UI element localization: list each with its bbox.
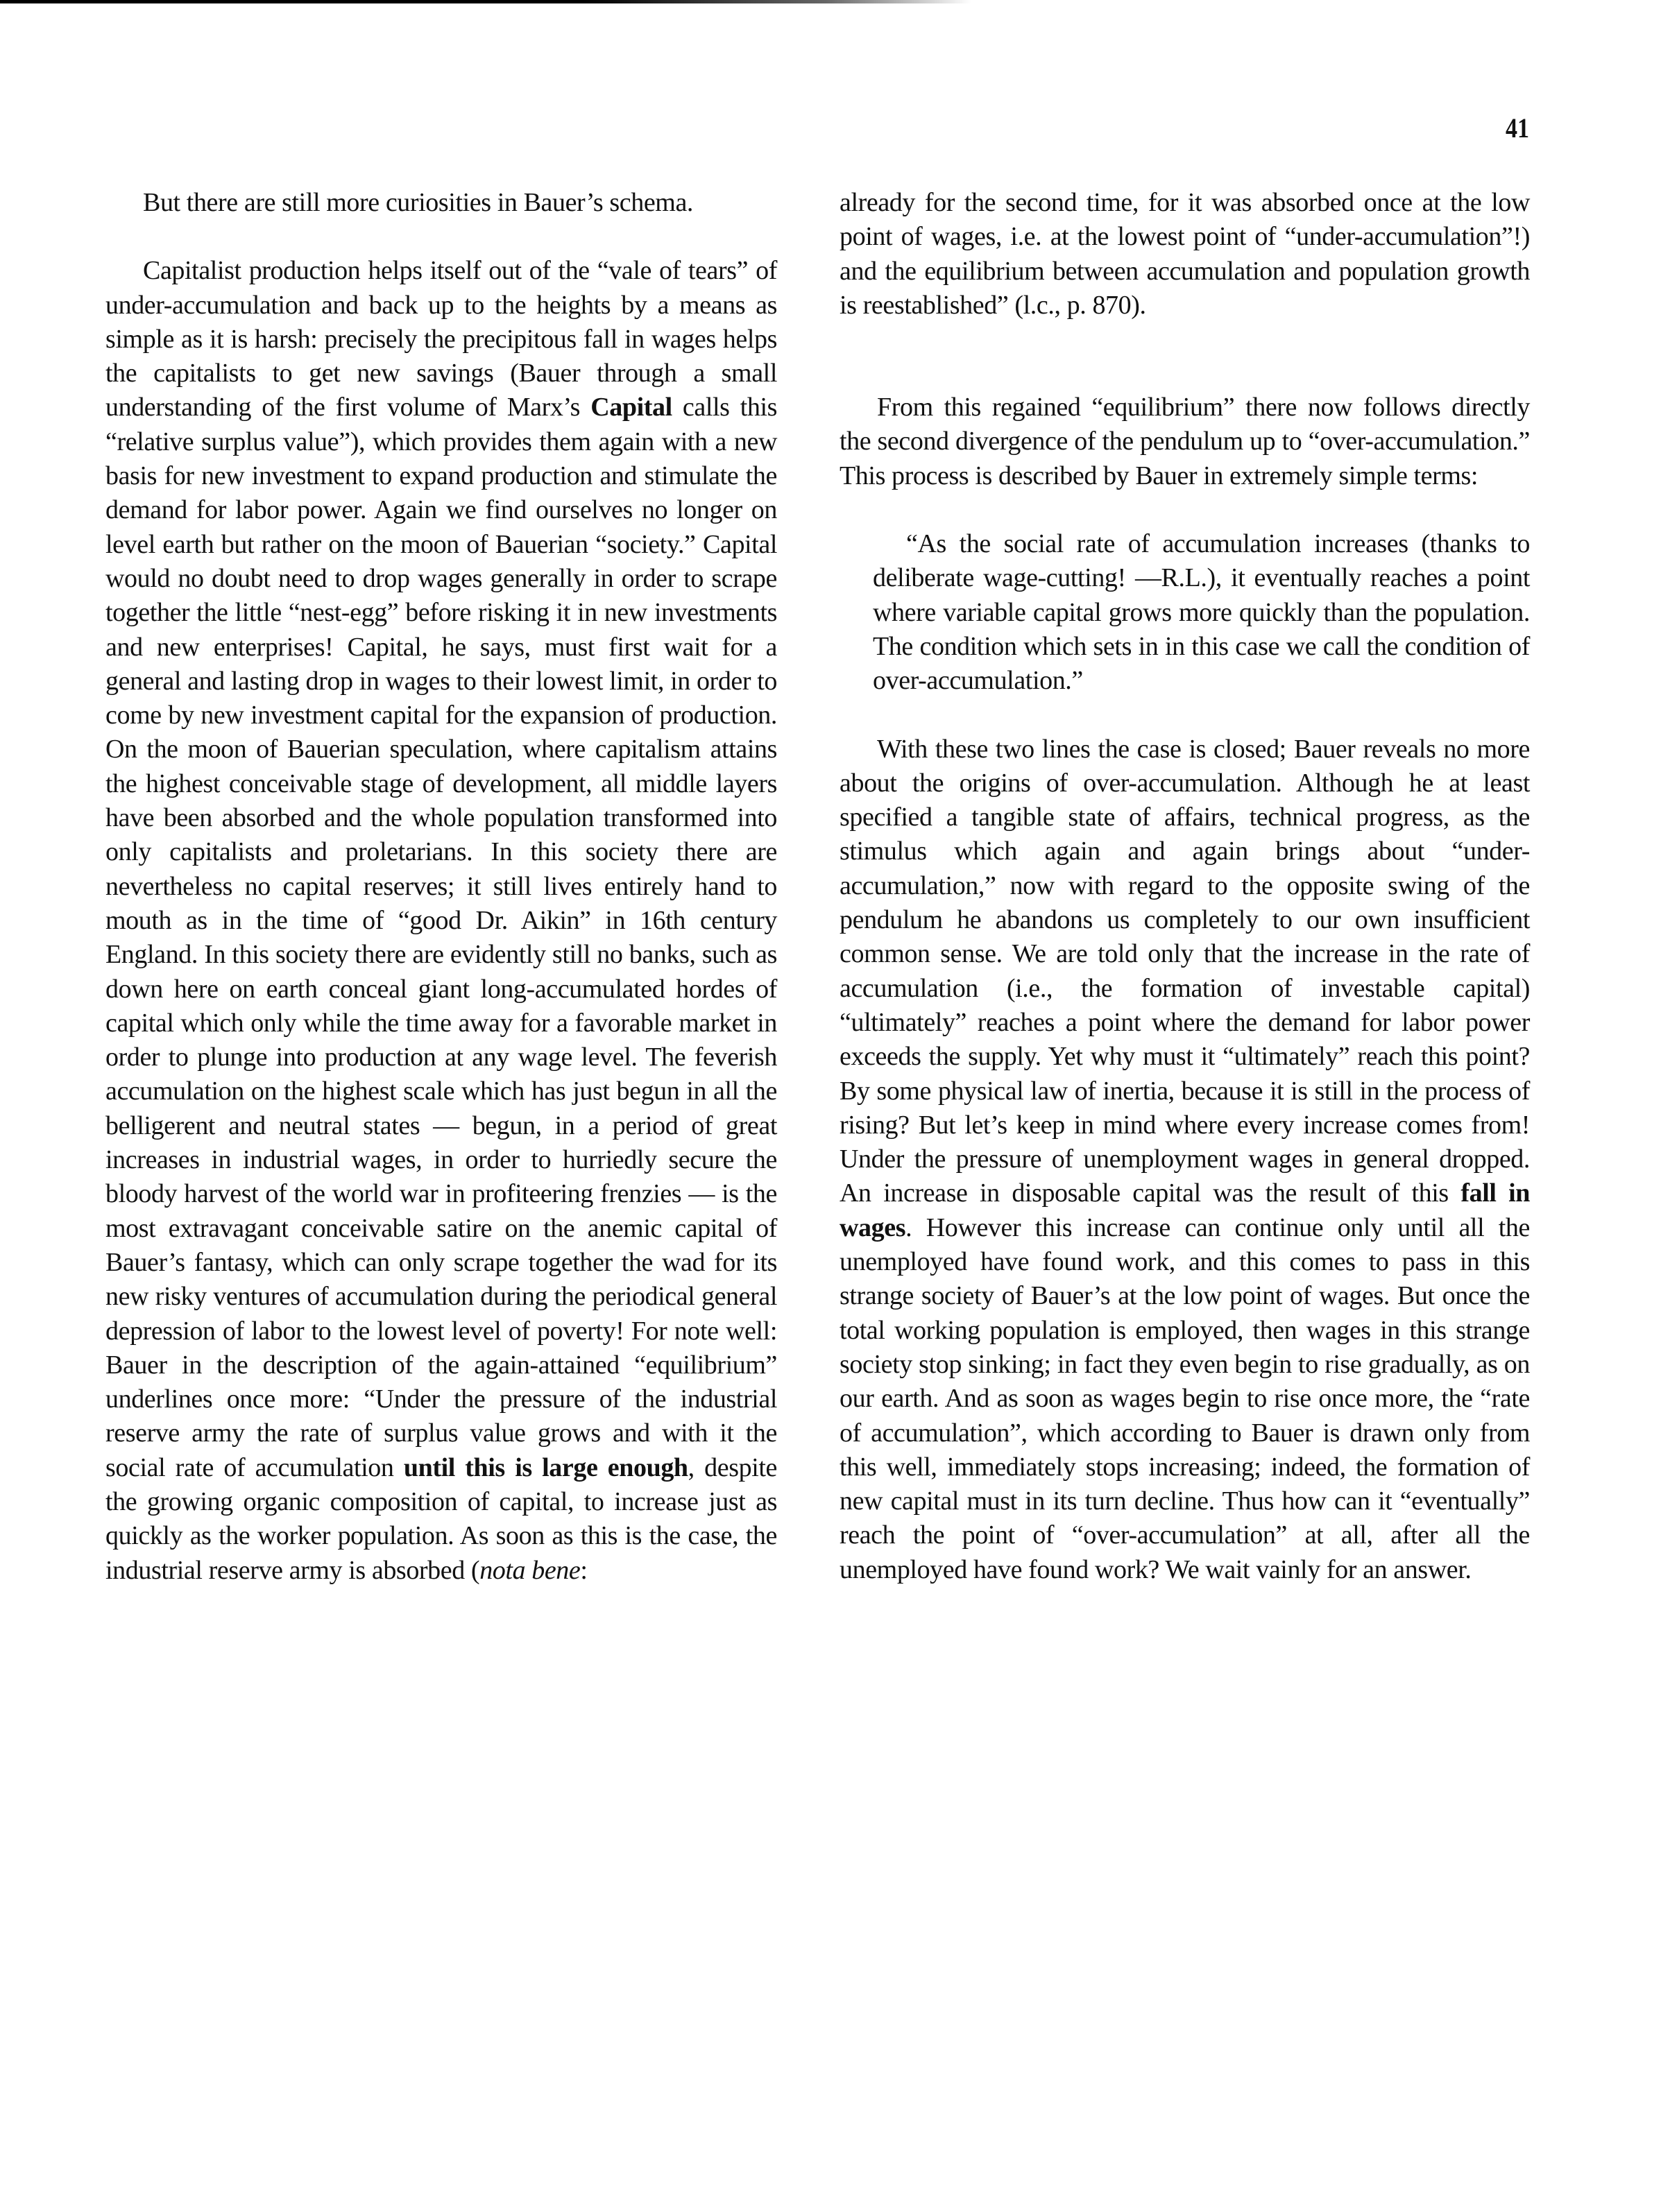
- paragraph-intro: But there are still more curiosities in Bauer’s schema.: [143, 188, 694, 217]
- text-run: . However this increase can continue only until all the unemployed have found work, and this comes to pass in this strange society of Bauer’s at the low point of wages. But once the total working population is employed, then wages in this strange society stop sinking; in fact they even begin to rise gradually, as on our earth. And as soon as wages begin to rise once more, the “rate of accumulation”, which according to Bauer is drawn only from this well, immediately stops increasing; indeed, the formation of new capital must in its turn decline. Thus how can it “eventually” reach the point of “over-accumulation” at all, after all the unemployed have found work? We wait vainly for an answer.: [840, 1212, 1530, 1584]
- paragraph-regained-equilibrium: From this regained “equilibrium” there now follows directly the second divergence of the pendulum up to “over-accumulation.” This process is described by Bauer in extremely simple terms:: [840, 393, 1530, 490]
- text-run: calls this “relative surplus value”), which provides them again with a new basis for new investment to expand production and stimulate the demand for labor power. Again we find ourselves no longer on level earth but rather on the moon of Bauerian “society.” Capital would no doubt need to drop wages generally in order to scrape together the little “nest-egg” before risking it in new investments and new enterprises! Capital, he says, must first wait for a general and lasting drop in wages to their lowest limit, in order to come by new investment capital for the expansion of production. On the moon of Bauerian speculation, where capitalism attains the highest conceivable stage of development, all middle layers have been absorbed and the whole population transformed into only capitalists and proletarians. In this society there are nevertheless no capital reserves; it still lives entirely hand to mouth as in the time of “good Dr. Aikin” in 16th century England. In this society there are evidently still no banks, such as down here on earth conceal giant long-accumulated hordes of capital which only while the time away for a favorable market in order to plunge into production at any wage level. The feverish accumulation on the highest scale which has just begun in all the belligerent and neutral states — begun, in a period of great increases in industrial wages, in order to hurriedly secure the bloody harvest of the world war in profiteering frenzies — is the most extravagant conceivable satire on the anemic capital of Bauer’s fantasy, which can only scrape together the wad for its new risky ventures of accumulation during the periodical general depression of labor to the lowest level of poverty! For note well: Bauer in the description of the again-attained “equilibrium” underlines once more: “Under the pressure of the industrial reserve army the rate of surplus value grows and with it the social rate of accumulation: [105, 393, 777, 1482]
- paragraph-continuation: already for the second time, for it was absorbed once at the low point of wages, i.e. at the lowest point of “under-accumulation”!) and the equilibrium between accumulation and population growth is reestablished” (l.c., p. 870).: [840, 188, 1530, 320]
- text-run: , despite the growing organic composition of capital, to increase just as quickly as the worker population. As soon as this is the case, the industrial reserve army is absorbed (: [105, 1452, 777, 1585]
- text-run: With these two lines the case is closed; Bauer reveals no more about the origins of over-accumulation. Although he at least specified a tangible state of affairs, technical progress, as the stimulus which again and again brings about “under-accumulation,” now with regard to the opposite swing of the pendulum he abandons us completely to our own insufficient common sense. We are told only that the increase in the rate of accumulation (i.e., the formation of investable capital) “ultimately” reaches a point where the demand for labor power exceeds the supply. Yet why must it “ultimately” reach this point? By some physical law of inertia, because it is still in the process of rising? But let’s keep in mind where every increase comes from! Under the pressure of unemployment wages in general dropped. An increase in disposable capital was the result of this: [840, 734, 1530, 1208]
- paragraph-capitalist-production: [105, 254, 777, 1588]
- block-quote-bauer: “As the social rate of accumulation increases (thanks to deliberate wage-cutting! —R.L.), it eventually reaches a point where variable capital grows more quickly than the population. The condition which sets in in this case we call the condition of over-accumulation.”: [873, 529, 1530, 696]
- bold-emphasis-until: until this is large enough: [403, 1452, 688, 1482]
- paragraph-spacer: [840, 698, 1530, 732]
- page-number: 41: [1506, 112, 1529, 144]
- top-rule-divider: [0, 0, 971, 3]
- paragraph-spacer: [840, 493, 1530, 527]
- paragraph-spacer: [105, 220, 777, 254]
- paragraph-case-closed: [840, 732, 1530, 1587]
- bold-emphasis-fall-in-wages: fall in wages: [840, 1178, 1530, 1242]
- italic-nota-bene: nota bene: [479, 1555, 581, 1585]
- left-column: [105, 186, 777, 1588]
- bold-term-capital: Capital: [590, 393, 672, 422]
- paragraph-spacer: [840, 323, 1530, 391]
- text-run: :: [580, 1555, 588, 1585]
- right-column: [840, 186, 1530, 1587]
- text-run: Capitalist production helps itself out of the “vale of tears” of under-accumulation and back up to the heights by a means as simple as it is harsh: precisely the precipitous fall in wages helps the capitalists to get new savings (Bauer through a small understanding of the first volume of Marx’s: [105, 256, 777, 422]
